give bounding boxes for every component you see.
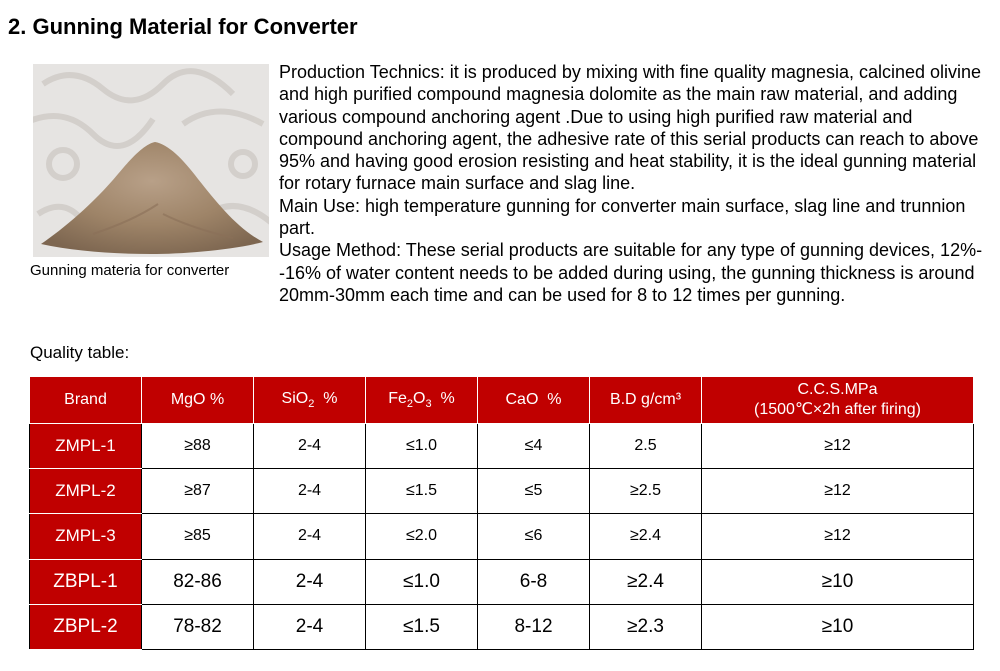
table-row <box>30 559 974 604</box>
cell-mgo: ≥88 <box>142 424 254 469</box>
cell-fe2o3: ≤1.5 <box>366 469 478 514</box>
cell-fe2o3: ≤1.5 <box>366 604 478 649</box>
cell-brand: ZMPL-2 <box>30 469 142 514</box>
header-cao: CaO % <box>478 377 590 424</box>
cell-cao: ≤6 <box>478 514 590 559</box>
cell-ccs: ≥10 <box>702 559 974 604</box>
page-title: 2. Gunning Material for Converter <box>8 14 358 39</box>
cell-bd: ≥2.5 <box>590 469 702 514</box>
cell-ccs: ≥12 <box>702 424 974 469</box>
cell-ccs: ≥12 <box>702 514 974 559</box>
table-row <box>30 604 974 649</box>
cell-fe2o3: ≤2.0 <box>366 514 478 559</box>
cell-cao: 6-8 <box>478 559 590 604</box>
image-caption: Gunning materia for converter <box>30 262 230 279</box>
cell-brand: ZMPL-1 <box>30 424 142 469</box>
header-mgo: MgO % <box>142 377 254 424</box>
cell-sio2: 2-4 <box>254 559 366 604</box>
cell-ccs: ≥10 <box>702 604 974 649</box>
cell-brand: ZBPL-1 <box>30 559 142 604</box>
cell-mgo: 78-82 <box>142 604 254 649</box>
cell-cao: 8-12 <box>478 604 590 649</box>
cell-cao: ≤5 <box>478 469 590 514</box>
powder-pile-image <box>33 64 269 257</box>
cell-ccs: ≥12 <box>702 469 974 514</box>
cell-mgo: ≥87 <box>142 469 254 514</box>
main-use-text: Main Use: high temperature gunning for converter main surface, slag line and trunnion part. <box>279 195 966 239</box>
cell-mgo: ≥85 <box>142 514 254 559</box>
cell-bd: 2.5 <box>590 424 702 469</box>
table-row <box>30 514 974 559</box>
cell-cao: ≤4 <box>478 424 590 469</box>
product-description <box>279 61 1000 306</box>
quality-table <box>29 376 974 650</box>
cell-fe2o3: ≤1.0 <box>366 559 478 604</box>
table-row <box>30 424 974 469</box>
cell-sio2: 2-4 <box>254 424 366 469</box>
cell-sio2: 2-4 <box>254 514 366 559</box>
quality-table-label: Quality table: <box>30 343 130 362</box>
cell-brand: ZMPL-3 <box>30 514 142 559</box>
cell-mgo: 82-86 <box>142 559 254 604</box>
cell-brand: ZBPL-2 <box>30 604 142 649</box>
cell-sio2: 2-4 <box>254 604 366 649</box>
header-brand: Brand <box>30 377 142 424</box>
cell-bd: ≥2.4 <box>590 514 702 559</box>
table-row <box>30 469 974 514</box>
table-header-row <box>30 377 974 424</box>
header-bd: B.D g/cm³ <box>590 377 702 424</box>
cell-sio2: 2-4 <box>254 469 366 514</box>
header-fe2o3: $Fe_2O_3$ % <box>366 377 478 424</box>
header-ccs: C.C.S.MPa (1500℃×2h after firing) <box>702 377 974 424</box>
product-photo <box>33 64 269 257</box>
cell-fe2o3: ≤1.0 <box>366 424 478 469</box>
cell-bd: ≥2.4 <box>590 559 702 604</box>
header-sio2: SiO$_2$ % <box>254 377 366 424</box>
usage-method-text: Usage Method: These serial products are suitable for any type of gunning devices, 12%--16% of water content needs to be added during using, the gunning thickness is around 20mm-30mm each time and can be used for 8 to 12 times per gunning. <box>279 240 983 305</box>
production-technics-text: Production Technics: it is produced by mixing with fine quality magnesia, calcined olivine and high purified compound magnesia dolomite as the main raw material, and adding various compound anchoring agent .Due to using high purified raw material and compound anchoring agent, the adhesive rate of this serial products can reach to above 95% and having good erosion resisting and heat stability, it is the ideal gunning material for rotary furnace main surface and slag line. <box>279 62 982 194</box>
cell-bd: ≥2.3 <box>590 604 702 649</box>
